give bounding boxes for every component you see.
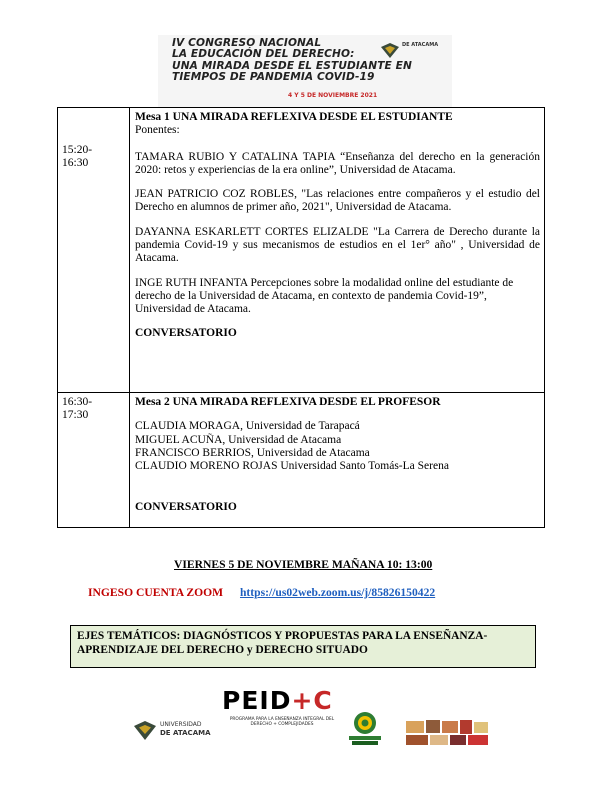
zoom-link[interactable]: https://us02web.zoom.us/j/85826150422 xyxy=(239,586,436,599)
session-cell xyxy=(130,393,545,528)
conversatorio-label: CONVERSATORIO xyxy=(135,501,237,514)
schedule-table xyxy=(57,107,545,528)
congress-title-line: LA EDUCACIÓN DEL DERECHO: xyxy=(172,48,355,61)
list-item: DAYANNA ESKARLETT CORTES ELIZALDE "La Carrera de Derecho durante la pandemia Covid-19 y sus mecanismos de estudios en el 1er° año" , Universidad de Atacama. xyxy=(135,225,540,265)
session-title: Mesa 2 UNA MIRADA REFLEXIVA DESDE EL PROFESOR xyxy=(135,396,441,408)
zoom-label: INGESO CUENTA ZOOM xyxy=(88,586,224,599)
congress-title-line: UNA MIRADA DESDE EL ESTUDIANTE EN xyxy=(172,59,412,72)
time-cell: 15:20- 16:30 xyxy=(58,108,130,393)
event-collage-image xyxy=(405,719,489,746)
congress-date: 4 Y 5 DE NOVIEMBRE 2021 xyxy=(288,92,378,99)
university-shield-icon xyxy=(133,720,157,741)
university-shield-icon xyxy=(380,42,400,59)
peid-logo-main: PEID xyxy=(222,686,292,715)
peid-logo xyxy=(222,686,333,715)
congress-banner xyxy=(158,35,452,107)
session-title: Mesa 1 UNA MIRADA REFLEXIVA DESDE EL ESTUDIANTE xyxy=(135,111,453,123)
speakers-label: Ponentes: xyxy=(135,124,180,137)
session-cell xyxy=(130,108,545,393)
zoom-line xyxy=(88,586,435,599)
university-logo-text xyxy=(160,721,211,738)
banner-university-label: DE ATACAMA xyxy=(402,42,439,48)
conversatorio-label: CONVERSATORIO xyxy=(135,326,237,339)
university-logo-line: DE ATACAMA xyxy=(160,729,211,737)
table-row xyxy=(58,393,545,528)
congress-title-line: IV CONGRESO NACIONAL xyxy=(172,37,322,49)
banner-university-name xyxy=(402,42,438,48)
law-faculty-emblem-icon xyxy=(346,709,384,747)
list-item: CLAUDIA MORAGA, Universidad de Tarapacá xyxy=(135,420,360,433)
list-item: JEAN PATRICIO COZ ROBLES, "Las relaciones entre compañeros y el estudio del Derecho en alumnos de primer año, 2021", Universidad de Atacama. xyxy=(135,188,540,214)
list-item: TAMARA RUBIO Y CATALINA TAPIA “Enseñanza del derecho en la generación 2020: retos y experiencias de la era online”, Universidad de Atacama. xyxy=(135,150,540,176)
list-item: FRANCISCO BERRIOS, Universidad de Atacama xyxy=(135,446,370,459)
peid-logo-plus: +C xyxy=(291,686,333,715)
list-item: INGE RUTH INFANTA Percepciones sobre la modalidad online del estudiante de derecho de la Universidad de Atacama, en contexto de pandemia Covid-19”, Universidad de Atacama. xyxy=(135,276,514,316)
congress-title-line: TIEMPOS DE PANDEMIA COVID-19 xyxy=(172,71,375,84)
speaker-list xyxy=(135,420,540,473)
friday-schedule-heading: VIERNES 5 DE NOVIEMBRE MAÑANA 10: 13:00 xyxy=(174,558,433,571)
list-item: CLAUDIO MORENO ROJAS Universidad Santo Tomás-La Serena xyxy=(135,460,449,473)
thematic-axes-box: EJES TEMÁTICOS: DIAGNÓSTICOS Y PROPUESTAS PARA LA ENSEÑANZA-APRENDIZAJE DEL DERECHO y DERECHO SITUADO xyxy=(70,625,536,668)
congress-title xyxy=(172,37,412,84)
time-cell: 16:30- 17:30 xyxy=(58,393,130,528)
peid-subtitle: PROGRAMA PARA LA ENSEÑANZA INTEGRAL DEL DERECHO + COMPLEJIDADES xyxy=(229,717,335,728)
university-logo-line: UNIVERSIDAD xyxy=(160,721,202,728)
list-item: MIGUEL ACUÑA, Universidad de Atacama xyxy=(135,433,342,446)
table-row xyxy=(58,108,545,393)
